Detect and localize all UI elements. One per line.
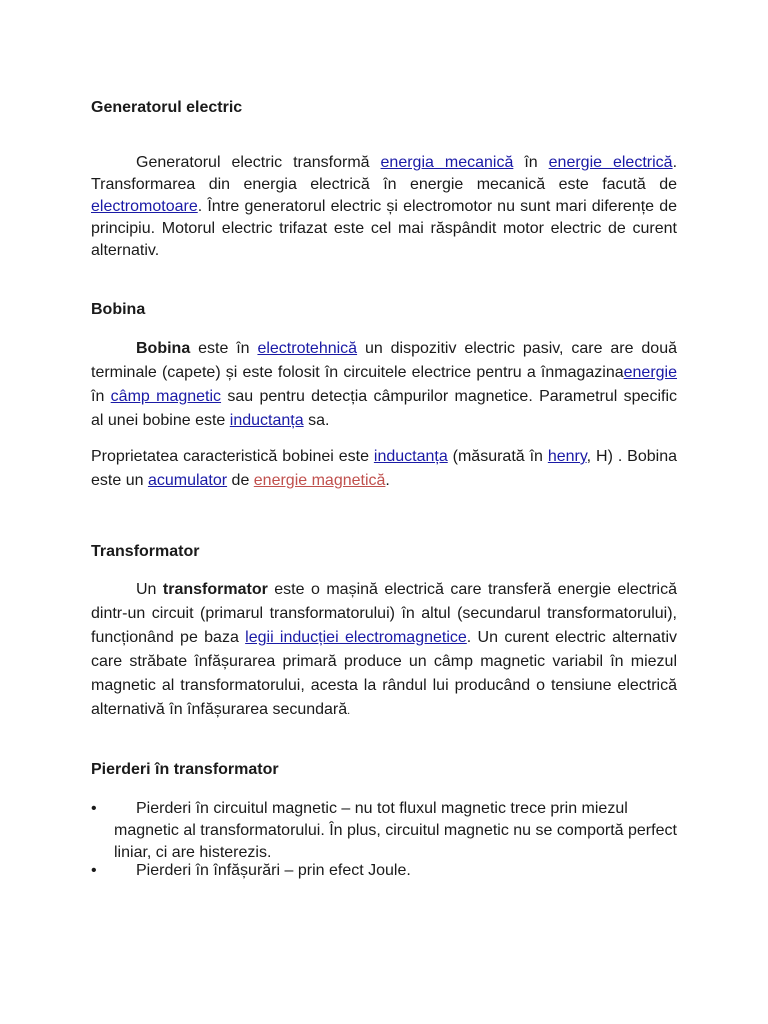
link-inductanta-2[interactable]: inductanța [373,448,448,465]
text-segment: este o mașină electrică care transferă energie electrică dintr-un circuit (primarul transformatorului) în altul (secundarul transformatorului), funcționând pe baza [91,581,678,646]
list-item-text: Pierderi în circuitul magnetic – nu tot fluxul magnetic trece prin miezul magnetic al transformatorului. În plus, circuitul magnetic nu se comportă perfect liniar, ci are histerezis. [114,800,677,861]
text-segment: este în [190,340,258,357]
bold-term-bobina: Bobina [136,340,191,357]
link-energie-magnetica[interactable]: energie magnetică [253,472,386,489]
link-legii-inductiei[interactable]: legii inducției electromagnetice [245,629,467,646]
section-title-bobina: Bobina [91,301,146,318]
text-segment: sa. [303,412,330,429]
link-electrotehnica[interactable]: electrotehnică [257,340,358,357]
list-item [91,798,677,864]
link-electromotoare[interactable]: electromotoare [91,198,198,215]
text-segment: . Transformarea din energia electrică în energie mecanică este facută de [91,154,678,193]
list-item-text: Pierderi în înfășurări – prin efect Joule. [136,862,411,879]
text-segment: . Un curent electric alternativ care străbate înfășurarea primară produce un câmp magnetic variabil în miezul magnetic al transformatorului, acesta la rândul lui producând o tensiune electrică alternativă în înfășurarea secundară [91,629,678,718]
text-segment: . Între generatorul electric și electromotor nu sunt mari diferențe de principiu. Motorul electric trifazat este cel mai răspândit motor electric de curent alternativ. [91,198,677,259]
text-segment: Generatorul electric transformă [136,154,381,171]
section-title-generator: Generatorul electric [91,99,243,116]
section-title-pierderi: Pierderi în transformator [91,761,279,778]
bullet-icon: • [91,862,97,879]
paragraph-bobina-1 [91,337,677,433]
text-segment: în [513,154,549,171]
text-segment: Un [136,581,163,598]
link-acumulator[interactable]: acumulator [147,472,228,489]
bullet-icon: • [91,800,97,817]
bold-term-transformator: transformator [162,581,268,598]
text-segment: un dispozitiv electric pasiv, care are două terminale (capete) și este folosit în circuitele electrice pentru a înmagazina [91,340,677,381]
link-energie-electrica[interactable]: energie electrică [548,154,673,171]
link-camp-magnetic[interactable]: câmp magnetic [110,388,222,405]
text-segment: sau pentru detecția câmpurilor magnetice. Parametrul specific al unei bobine este [91,388,678,429]
paragraph-bobina-2 [91,445,677,493]
text-segment: . [385,472,390,489]
list-item [91,860,677,882]
text-segment: de [227,472,254,489]
text-segment-small-period: . [347,705,351,717]
link-energia-mecanica[interactable]: energia mecanică [380,154,514,171]
paragraph-transformator [91,578,677,723]
link-henry[interactable]: henry [547,448,587,465]
text-segment: , H) . Bobina este un [91,448,677,489]
link-inductanta[interactable]: inductanța [229,412,304,429]
section-title-transformator: Transformator [91,543,200,560]
paragraph-generator [91,152,677,262]
text-segment: Proprietatea caracteristică bobinei este [91,448,374,465]
text-segment: (măsurată în [447,448,548,465]
text-segment: în [91,388,111,405]
link-energie[interactable]: energie [623,364,677,381]
